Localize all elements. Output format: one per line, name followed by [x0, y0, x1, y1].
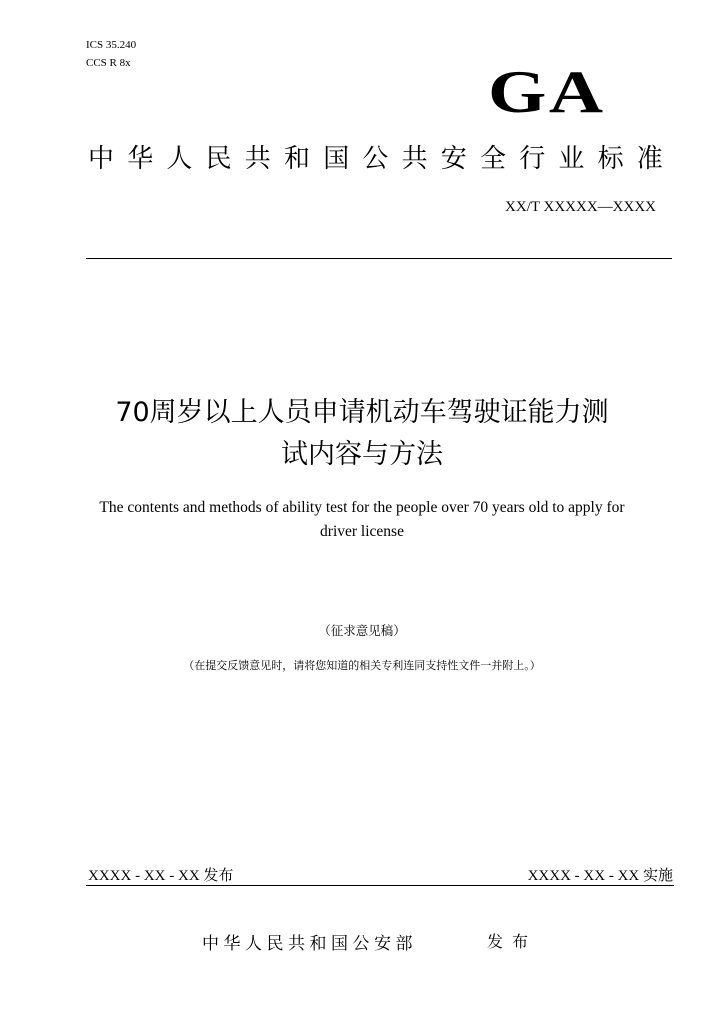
header-divider [86, 258, 672, 259]
standard-number: XX/T XXXXX—XXXX [505, 199, 656, 215]
ga-logo: GA [488, 59, 606, 125]
publish-date: XXXX - XX - XX 发布 [88, 868, 234, 884]
issuer-name: 中华人民共和国公安部 [202, 934, 417, 954]
title-chinese-line-2: 试内容与方法 [281, 439, 443, 470]
issuer-row [0, 930, 724, 960]
title-chinese-line-1: 70周岁以上人员申请机动车驾驶证能力测 [115, 397, 609, 428]
ics-code: ICS 35.240 [86, 39, 137, 51]
title-english-line-1: The contents and methods of ability test for the people over 70 years old to apply for [99, 499, 625, 516]
title-english-line-2: driver license [320, 523, 404, 540]
draft-label: （征求意见稿） [318, 623, 406, 638]
title-chinese [60, 392, 664, 476]
implement-date: XXXX - XX - XX 实施 [527, 868, 673, 884]
patent-note: （在提交反馈意见时，请将您知道的相关专利连同支持性文件一并附上。） [183, 659, 541, 672]
standard-category-name: 中华人民共和国公共安全行业标准 [88, 144, 677, 174]
title-english [60, 496, 664, 544]
ccs-code: CCS R 8x [86, 57, 131, 69]
issue-word: 发布 [487, 932, 538, 951]
footer-divider [86, 885, 674, 886]
